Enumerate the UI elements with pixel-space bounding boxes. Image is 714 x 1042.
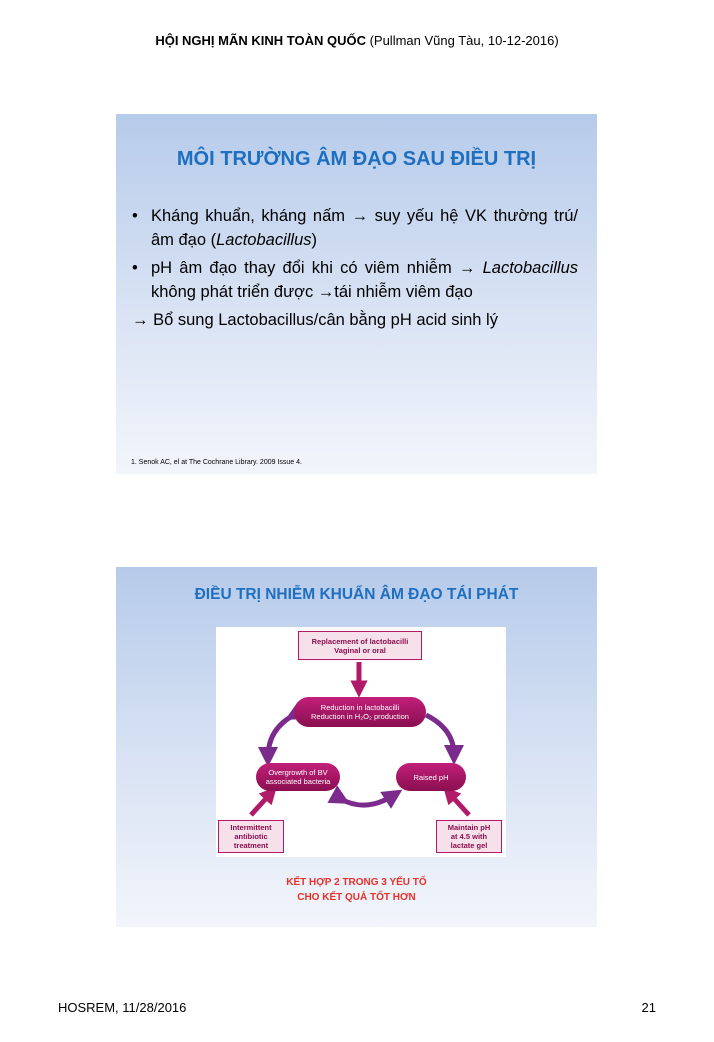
slide-1-bullets bbox=[132, 204, 578, 332]
raised-ph-label: Raised pH bbox=[413, 772, 449, 782]
header-rest: (Pullman Vũng Tàu, 10-12-2016) bbox=[365, 33, 559, 48]
cycle-diagram bbox=[216, 627, 506, 857]
antibiotic-label-1: Intermittent bbox=[230, 823, 272, 832]
page-number: 21 bbox=[641, 1000, 656, 1015]
bullet-1-text-b: suy yếu hệ VK thường trú/âm đạo ( bbox=[151, 207, 578, 249]
bullet-dot: • bbox=[132, 207, 138, 225]
diagonal-arrow-left-icon bbox=[251, 793, 271, 815]
bullet-1-italic: Lactobacillus bbox=[216, 231, 312, 249]
right-arrow-icon: → bbox=[132, 311, 149, 329]
bullet-2-italic: Lactobacillus bbox=[482, 259, 578, 277]
bullet-2-text-a: pH âm đạo thay đổi khi có viêm nhiễm → bbox=[151, 259, 483, 277]
antibiotic-label-2: antibiotic bbox=[234, 832, 268, 841]
overgrowth-pill bbox=[256, 763, 340, 791]
lactate-label-2: at 4.5 with bbox=[450, 832, 488, 841]
conclusion-text: Bổ sung Lactobacillus/cân bằng pH acid sinh lý bbox=[148, 311, 498, 329]
bullet-1-text-a: Kháng khuẩn, kháng nấm bbox=[151, 207, 352, 225]
curved-arrow-right-icon bbox=[426, 715, 454, 755]
slide-1-title: MÔI TRƯỜNG ÂM ĐẠO SAU ĐIỀU TRỊ bbox=[176, 148, 537, 170]
raised-ph-pill bbox=[396, 763, 466, 791]
page-header bbox=[0, 33, 714, 48]
curved-arrow-left-icon bbox=[268, 715, 294, 757]
right-arrow-icon: → bbox=[351, 207, 369, 225]
antibiotic-box bbox=[218, 820, 284, 853]
reference: 1. Senok AC, el at The Cochrane Library. 2009 Issue 4. bbox=[131, 459, 302, 466]
slide-2 bbox=[116, 567, 597, 927]
reduction-label-2: Reduction in H₂O₂ production bbox=[311, 712, 409, 721]
bullet-1 bbox=[132, 204, 578, 252]
conclusion-line bbox=[132, 308, 578, 332]
note-line-2: CHO KẾT QUẢ TỐT HƠN bbox=[297, 892, 416, 903]
lactate-label-3: lactate gel bbox=[450, 841, 488, 850]
bullet-2-text-b: không phát triển được →tái nhiễm viêm đạo bbox=[151, 283, 473, 301]
overgrowth-label-2: associated bacteria bbox=[265, 777, 331, 786]
diagonal-arrow-right-icon bbox=[449, 793, 469, 815]
replacement-label-1: Replacement of lactobacilli bbox=[311, 636, 409, 646]
lactate-gel-box bbox=[436, 820, 502, 853]
replacement-box bbox=[298, 631, 422, 660]
bullet-1-text-c: ) bbox=[311, 231, 318, 249]
reduction-label-1: Reduction in lactobacilli bbox=[320, 703, 400, 712]
antibiotic-label-3: treatment bbox=[233, 841, 269, 850]
note-line-1: KẾT HỢP 2 TRONG 3 YẾU TỐ bbox=[286, 877, 427, 888]
lactate-label-1: Maintain pH bbox=[447, 823, 491, 832]
overgrowth-label-1: Overgrowth of BV bbox=[268, 768, 328, 777]
slide-2-title: ĐIỀU TRỊ NHIỄM KHUẨN ÂM ĐẠO TÁI PHÁT bbox=[194, 586, 519, 603]
bullet-dot: • bbox=[132, 259, 138, 277]
bullet-2 bbox=[132, 256, 578, 304]
header-bold: HỘI NGHỊ MÃN KINH TOÀN QUỐC bbox=[155, 33, 366, 48]
slide-1 bbox=[116, 114, 597, 474]
curved-arrow-bottom-icon bbox=[341, 795, 394, 805]
replacement-label-2: Vaginal or oral bbox=[334, 645, 386, 655]
footer-left: HOSREM, 11/28/2016 bbox=[58, 1000, 187, 1015]
combination-note bbox=[116, 875, 597, 905]
reduction-pill bbox=[294, 697, 426, 727]
